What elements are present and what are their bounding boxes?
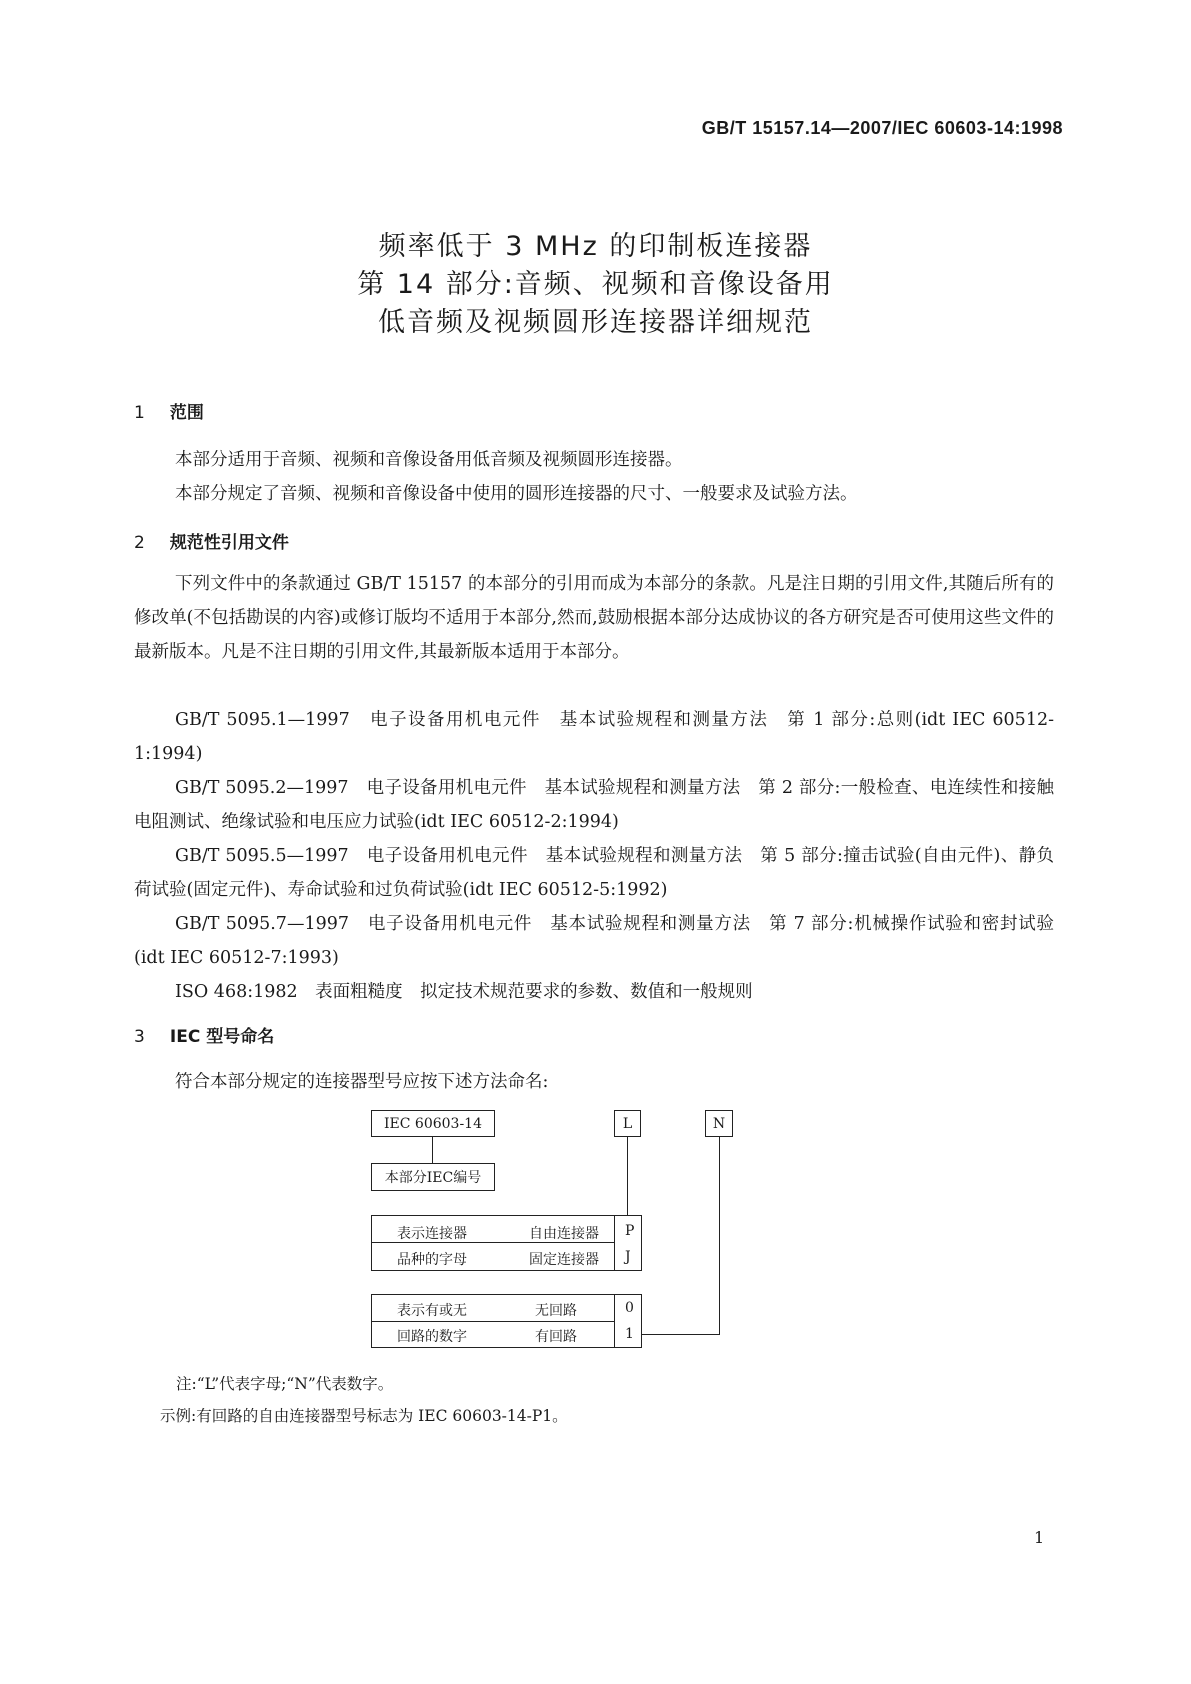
table-label: 回路的数字 (397, 1329, 467, 1345)
connector-line (627, 1135, 628, 1215)
connector-kind-table (371, 1215, 642, 1271)
table-option: 自由连接器 (529, 1226, 599, 1242)
section-1-heading (134, 398, 204, 423)
iec-number-box: IEC 60603-14 (371, 1110, 495, 1137)
standard-code: GB/T 15157.14—2007/IEC 60603-14:1998 (701, 118, 1063, 138)
table-option: 有回路 (535, 1329, 577, 1345)
row-divider (372, 1321, 615, 1322)
section-2-heading (134, 528, 289, 553)
section-number: 1 (134, 403, 145, 423)
table-code: J (625, 1249, 631, 1265)
circuit-table (371, 1294, 642, 1348)
table-option: 固定连接器 (529, 1252, 599, 1268)
normative-intro: 下列文件中的条款通过 GB/T 15157 的本部分的引用而成为本部分的条款。凡是注日期的引用文件,其随后所有的修改单(不包括勘误的内容)或修订版均不适用于本部分,然而,鼓励根据本部分达成协议的各方研究是否可使用这些文件的最新版本。凡是不注日期的引用文件,其最新版本适用于本部分。 (134, 574, 1054, 662)
reference-2: GB/T 5095.2—1997 电子设备用机电元件 基本试验规程和测量方法 第 2 部分:一般检查、电连续性和接触电阻测试、绝缘试验和电压应力试验(idt IEC 60512-2:1994) (134, 778, 1054, 832)
section-3-heading (134, 1022, 274, 1047)
reference-5: ISO 468:1982 表面粗糙度 拟定技术规范要求的参数、数值和一般规则 (175, 982, 753, 1002)
scope-paragraph-2: 本部分规定了音频、视频和音像设备中使用的圆形连接器的尺寸、一般要求及试验方法。 (175, 484, 858, 504)
table-label: 表示有或无 (397, 1303, 467, 1319)
title-line-2: 第 14 部分:音频、视频和音像设备用 (357, 269, 834, 300)
letter-box: L (614, 1110, 641, 1137)
document-title (0, 228, 1191, 342)
part-number-box: 本部分IEC编号 (371, 1163, 495, 1191)
section-number: 2 (134, 533, 145, 553)
title-line-1: 频率低于 3 MHz 的印制板连接器 (378, 231, 813, 262)
page-number: 1 (1034, 1528, 1045, 1547)
number-box: N (705, 1110, 733, 1137)
column-divider (614, 1216, 615, 1270)
scope-paragraph-1: 本部分适用于音频、视频和音像设备用低音频及视频圆形连接器。 (175, 450, 683, 470)
column-divider (614, 1295, 615, 1347)
reference-3: GB/T 5095.5—1997 电子设备用机电元件 基本试验规程和测量方法 第 5 部分:撞击试验(自由元件)、静负荷试验(固定元件)、寿命试验和过负荷试验(idt IEC 60512-5:1992) (134, 846, 1054, 900)
table-code: 1 (625, 1326, 634, 1342)
connector-line (641, 1334, 720, 1335)
connector-line (719, 1135, 720, 1334)
section-title: IEC 型号命名 (169, 1027, 275, 1047)
table-label: 表示连接器 (397, 1226, 467, 1242)
section-title: 规范性引用文件 (169, 533, 289, 553)
reference-1: GB/T 5095.1—1997 电子设备用机电元件 基本试验规程和测量方法 第 1 部分:总则(idt IEC 60512-1:1994) (134, 710, 1054, 764)
naming-intro: 符合本部分规定的连接器型号应按下述方法命名: (175, 1072, 549, 1092)
section-number: 3 (134, 1027, 145, 1047)
title-line-3: 低音频及视频圆形连接器详细规范 (378, 307, 813, 338)
table-code: P (625, 1223, 635, 1239)
table-code: 0 (625, 1300, 634, 1316)
table-label: 品种的字母 (397, 1252, 467, 1268)
table-option: 无回路 (535, 1303, 577, 1319)
naming-note: 注:“L”代表字母;“N”代表数字。 (176, 1375, 394, 1393)
reference-4: GB/T 5095.7—1997 电子设备用机电元件 基本试验规程和测量方法 第 7 部分:机械操作试验和密封试验(idt IEC 60512-7:1993) (134, 914, 1054, 968)
section-title: 范围 (169, 403, 204, 423)
naming-example: 示例:有回路的自由连接器型号标志为 IEC 60603-14-P1。 (160, 1407, 568, 1425)
connector-line (432, 1135, 433, 1165)
